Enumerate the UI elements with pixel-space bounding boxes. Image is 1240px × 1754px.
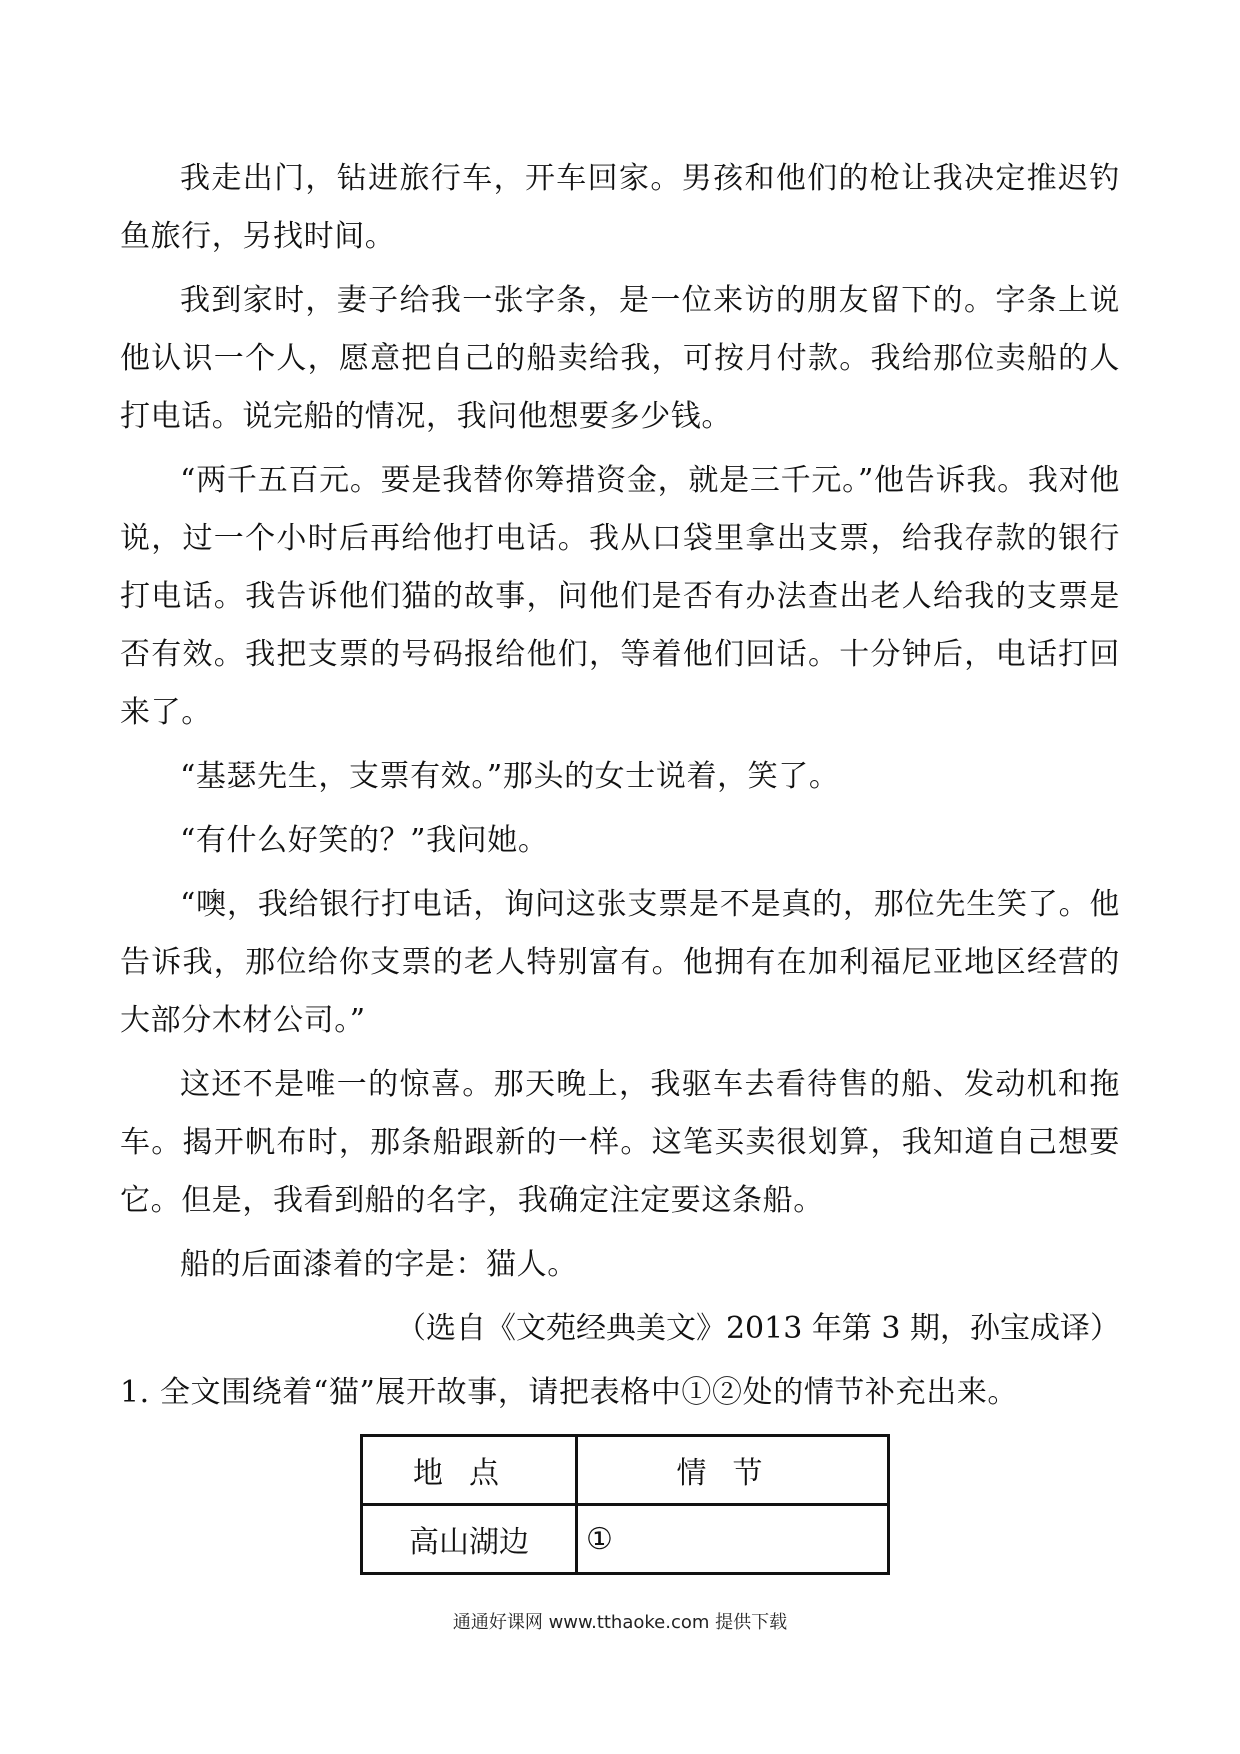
story-paragraph-2: 我到家时，妻子给我一张字条，是一位来访的朋友留下的。字条上说他认识一个人，愿意把自己的船卖给我，可按月付款。我给那位卖船的人打电话。说完船的情况，我问他想要多少钱。 (120, 283, 1120, 434)
table-row (362, 1505, 889, 1574)
source-citation: （选自《文苑经典美文》2013 年第 3 期，孙宝成译） (395, 1311, 1120, 1346)
story-paragraph-5: “有什么好笑的？”我问她。 (180, 823, 549, 858)
story-paragraph-1: 我走出门，钻进旅行车，开车回家。男孩和他们的枪让我决定推迟钓鱼旅行，另找时间。 (120, 161, 1120, 254)
cell-place: 高山湖边 (362, 1505, 577, 1574)
header-place: 地点 (362, 1436, 577, 1505)
table-header-row (362, 1436, 889, 1505)
header-plot: 情节 (577, 1436, 889, 1505)
page-footer: 通通好课网 www.tthaoke.com 提供下载 (452, 1612, 788, 1633)
story-paragraph-6: “噢，我给银行打电话，询问这张支票是不是真的，那位先生笑了。他告诉我，那位给你支票的老人特别富有。他拥有在加利福尼亚地区经营的大部分木材公司。” (120, 887, 1120, 1038)
story-paragraph-3: “两千五百元。要是我替你筹措资金，就是三千元。”他告诉我。我对他说，过一个小时后再给他打电话。我从口袋里拿出支票，给我存款的银行打电话。我告诉他们猫的故事，问他们是否有办法查出老人给我的支票是否有效。我把支票的号码报给他们，等着他们回话。十分钟后，电话打回来了。 (120, 463, 1120, 730)
plot-table (360, 1434, 890, 1575)
story-paragraph-4: “基瑟先生，支票有效。”那头的女士说着，笑了。 (180, 759, 840, 794)
document-page (120, 150, 1120, 1575)
question-1: 1. 全文围绕着“猫”展开故事，请把表格中①②处的情节补充出来。 (120, 1375, 1019, 1410)
cell-plot: ① (577, 1505, 889, 1574)
story-paragraph-8: 船的后面漆着的字是：猫人。 (180, 1247, 578, 1282)
story-paragraph-7: 这还不是唯一的惊喜。那天晚上，我驱车去看待售的船、发动机和拖车。揭开帆布时，那条船跟新的一样。这笔买卖很划算，我知道自己想要它。但是，我看到船的名字，我确定注定要这条船。 (120, 1067, 1120, 1218)
